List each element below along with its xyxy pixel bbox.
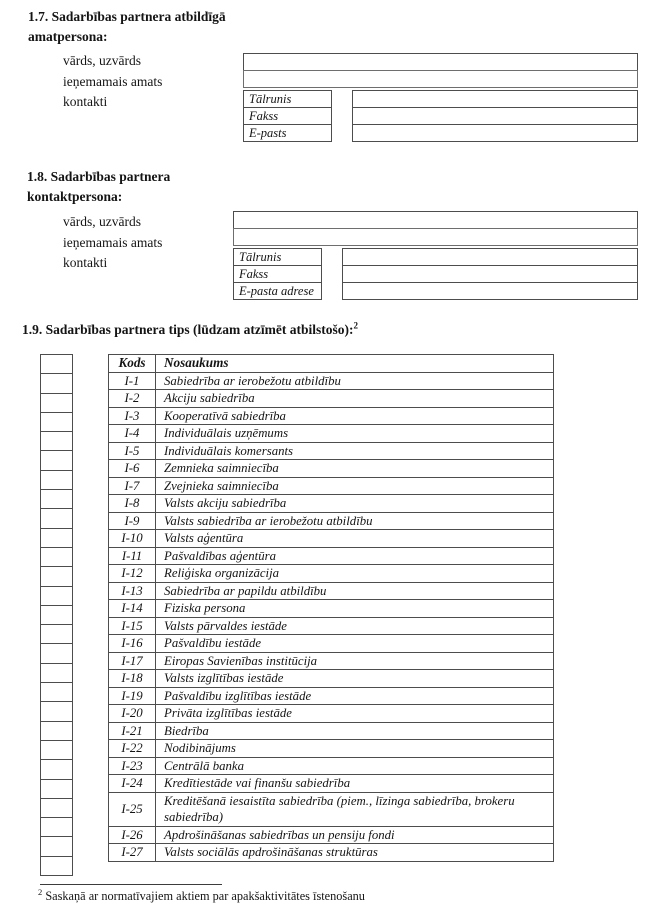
type-checkbox[interactable] [41,412,72,431]
type-table-row [109,495,554,513]
type-checkbox[interactable] [41,547,72,566]
type-name-cell: Valsts izglītības iestāde [156,670,554,688]
type-checkbox[interactable] [41,779,72,798]
type-table-row [109,582,554,600]
position-field-label: ieņemamais amats [63,234,163,250]
type-checkbox[interactable] [41,740,72,759]
type-code-cell: I-2 [109,390,156,408]
type-code-cell: I-26 [109,826,156,844]
type-table-row [109,442,554,460]
type-code-cell: I-22 [109,740,156,758]
type-checkbox[interactable] [41,489,72,508]
type-name-cell: Privāta izglītības iestāde [156,705,554,723]
contact-labels-column [243,90,332,142]
type-checkbox[interactable] [41,817,72,836]
type-checkbox[interactable] [41,856,72,875]
footnote [38,886,365,904]
type-table-row [109,687,554,705]
type-code-cell: I-8 [109,495,156,513]
official-contacts-grid [243,90,638,142]
type-checkbox[interactable] [41,470,72,489]
type-name-cell: Individuālais komersants [156,442,554,460]
type-checkbox[interactable] [41,528,72,547]
type-name-cell: Biedrība [156,722,554,740]
type-table-row [109,425,554,443]
type-name-cell: Zvejnieka saimniecība [156,477,554,495]
type-table-row [109,705,554,723]
partner-type-table [108,354,554,862]
type-table-row [109,792,554,826]
type-code-cell: I-6 [109,460,156,478]
footnote-marker: 2 [38,886,43,897]
section-1-8-field-labels [63,212,162,274]
name-field-label: vārds, uzvārds [63,214,141,229]
type-table-row [109,530,554,548]
type-name-cell: Kredītiestāde vai finanšu sabiedrība [156,775,554,793]
type-checkbox[interactable] [41,721,72,740]
type-code-cell: I-20 [109,705,156,723]
position-field-label: ieņemamais amats [63,73,163,89]
type-checkbox[interactable] [41,566,72,585]
type-checkbox[interactable] [41,643,72,662]
type-name-cell: Sabiedrība ar papildu atbildību [156,582,554,600]
section-1-9-title-text: 1.9. Sadarbības partnera tips (lūdzam atzīmēt atbilstošo): [22,322,354,337]
type-name-cell: Individuālais uzņēmums [156,425,554,443]
phone-label: Tālrunis [233,248,322,266]
type-name-cell: Valsts sociālās apdrošināšanas struktūras [156,844,554,862]
type-name-cell: Valsts akciju sabiedrība [156,495,554,513]
type-checkbox[interactable] [41,431,72,450]
type-table-row [109,740,554,758]
fax-label: Fakss [233,265,322,283]
contact-grid-gap [322,248,342,300]
section-1-9-title [22,320,582,340]
type-name-cell: Pašvaldības aģentūra [156,547,554,565]
type-checkbox[interactable] [41,605,72,624]
checkbox-column [40,354,73,876]
type-table-row [109,617,554,635]
fax-label: Fakss [243,107,332,125]
email-address-label: E-pasta adrese [233,282,322,300]
contact-person-position-input[interactable] [233,228,638,246]
type-table-header-row [109,355,554,373]
type-code-cell: I-4 [109,425,156,443]
type-code-cell: I-3 [109,407,156,425]
type-checkbox[interactable] [41,355,72,373]
type-table-row [109,722,554,740]
type-code-cell: I-18 [109,670,156,688]
type-table-row [109,757,554,775]
type-name-cell: Eiropas Savienības institūcija [156,652,554,670]
type-code-cell: I-25 [109,792,156,826]
type-name-cell: Valsts sabiedrība ar ierobežotu atbildību [156,512,554,530]
type-checkbox[interactable] [41,450,72,469]
type-table-row [109,372,554,390]
type-code-cell: I-17 [109,652,156,670]
type-table-row [109,477,554,495]
section-1-7-fields [243,53,638,142]
official-phone-input[interactable] [352,90,638,108]
type-code-cell: I-5 [109,442,156,460]
type-code-cell: I-24 [109,775,156,793]
type-code-cell: I-13 [109,582,156,600]
code-column-header: Kods [109,355,156,373]
type-code-cell: I-16 [109,635,156,653]
contact-labels-column [233,248,322,300]
type-checkbox[interactable] [41,508,72,527]
section-1-7-field-labels [63,51,162,113]
type-checkbox[interactable] [41,663,72,682]
section-1-8-fields [233,211,638,300]
type-code-cell: I-15 [109,617,156,635]
type-name-cell: Nodibinājums [156,740,554,758]
type-checkbox[interactable] [41,373,72,392]
contact-person-email-input[interactable] [342,282,638,300]
type-name-cell: Apdrošināšanas sabiedrības un pensiju fondi [156,826,554,844]
type-checkbox[interactable] [41,682,72,701]
type-table-row [109,460,554,478]
type-code-cell: I-7 [109,477,156,495]
type-name-cell: Valsts aģentūra [156,530,554,548]
type-table-row [109,407,554,425]
type-table-body [109,372,554,861]
type-name-cell: Sabiedrība ar ierobežotu atbildību [156,372,554,390]
type-checkbox[interactable] [41,759,72,778]
type-code-cell: I-12 [109,565,156,583]
type-code-cell: I-10 [109,530,156,548]
type-table-row [109,826,554,844]
name-column-header: Nosaukums [156,355,554,373]
type-checkbox[interactable] [41,701,72,720]
footnote-divider [40,884,222,885]
type-code-cell: I-11 [109,547,156,565]
type-table-row [109,652,554,670]
type-table-row [109,547,554,565]
contact-values-column [342,248,638,300]
official-position-input[interactable] [243,70,638,88]
type-checkbox[interactable] [41,624,72,643]
type-checkbox[interactable] [41,836,72,855]
type-code-cell: I-14 [109,600,156,618]
contact-person-fax-input[interactable] [342,265,638,283]
official-name-input[interactable] [243,53,638,71]
type-name-cell: Kreditēšanā iesaistīta sabiedrība (piem., līzinga sabiedrība, brokeru sabiedrība) [156,792,554,826]
type-name-cell: Pašvaldību izglītības iestāde [156,687,554,705]
type-table-row [109,565,554,583]
type-table-row [109,390,554,408]
type-table-row [109,775,554,793]
type-code-cell: I-9 [109,512,156,530]
type-checkbox[interactable] [41,393,72,412]
type-code-cell: I-27 [109,844,156,862]
type-code-cell: I-1 [109,372,156,390]
type-table-row [109,844,554,862]
type-name-cell: Zemnieka saimniecība [156,460,554,478]
official-fax-input[interactable] [352,107,638,125]
type-table-row [109,600,554,618]
footnote-ref: 2 [353,320,358,331]
type-name-cell: Pašvaldību iestāde [156,635,554,653]
type-code-cell: I-19 [109,687,156,705]
type-table-row [109,635,554,653]
type-name-cell: Fiziska persona [156,600,554,618]
type-code-cell: I-21 [109,722,156,740]
footnote-text: Saskaņā ar normatīvajiem aktiem par apakšaktivitātes īstenošanu [45,889,365,903]
contacts-field-label: kontakti [63,94,108,109]
contact-grid-gap [332,90,352,142]
type-checkbox[interactable] [41,798,72,817]
official-email-input[interactable] [352,124,638,142]
email-label: E-pasts [243,124,332,142]
type-name-cell: Akciju sabiedrība [156,390,554,408]
contact-values-column [352,90,638,142]
contact-person-contacts-grid [233,248,638,300]
contact-person-name-input[interactable] [233,211,638,229]
type-checkbox[interactable] [41,586,72,605]
name-field-label: vārds, uzvārds [63,53,141,68]
type-name-cell: Kooperatīvā sabiedrība [156,407,554,425]
type-name-cell: Centrālā banka [156,757,554,775]
phone-label: Tālrunis [243,90,332,108]
section-1-7-title: 1.7. Sadarbības partnera atbildīgā amatpersona: [28,9,226,44]
type-table-row [109,670,554,688]
type-name-cell: Reliģiska organizācija [156,565,554,583]
type-code-cell: I-23 [109,757,156,775]
type-name-cell: Valsts pārvaldes iestāde [156,617,554,635]
section-1-8-title: 1.8. Sadarbības partnera kontaktpersona: [27,169,171,204]
contact-person-phone-input[interactable] [342,248,638,266]
contacts-field-label: kontakti [63,255,108,270]
type-table-row [109,512,554,530]
